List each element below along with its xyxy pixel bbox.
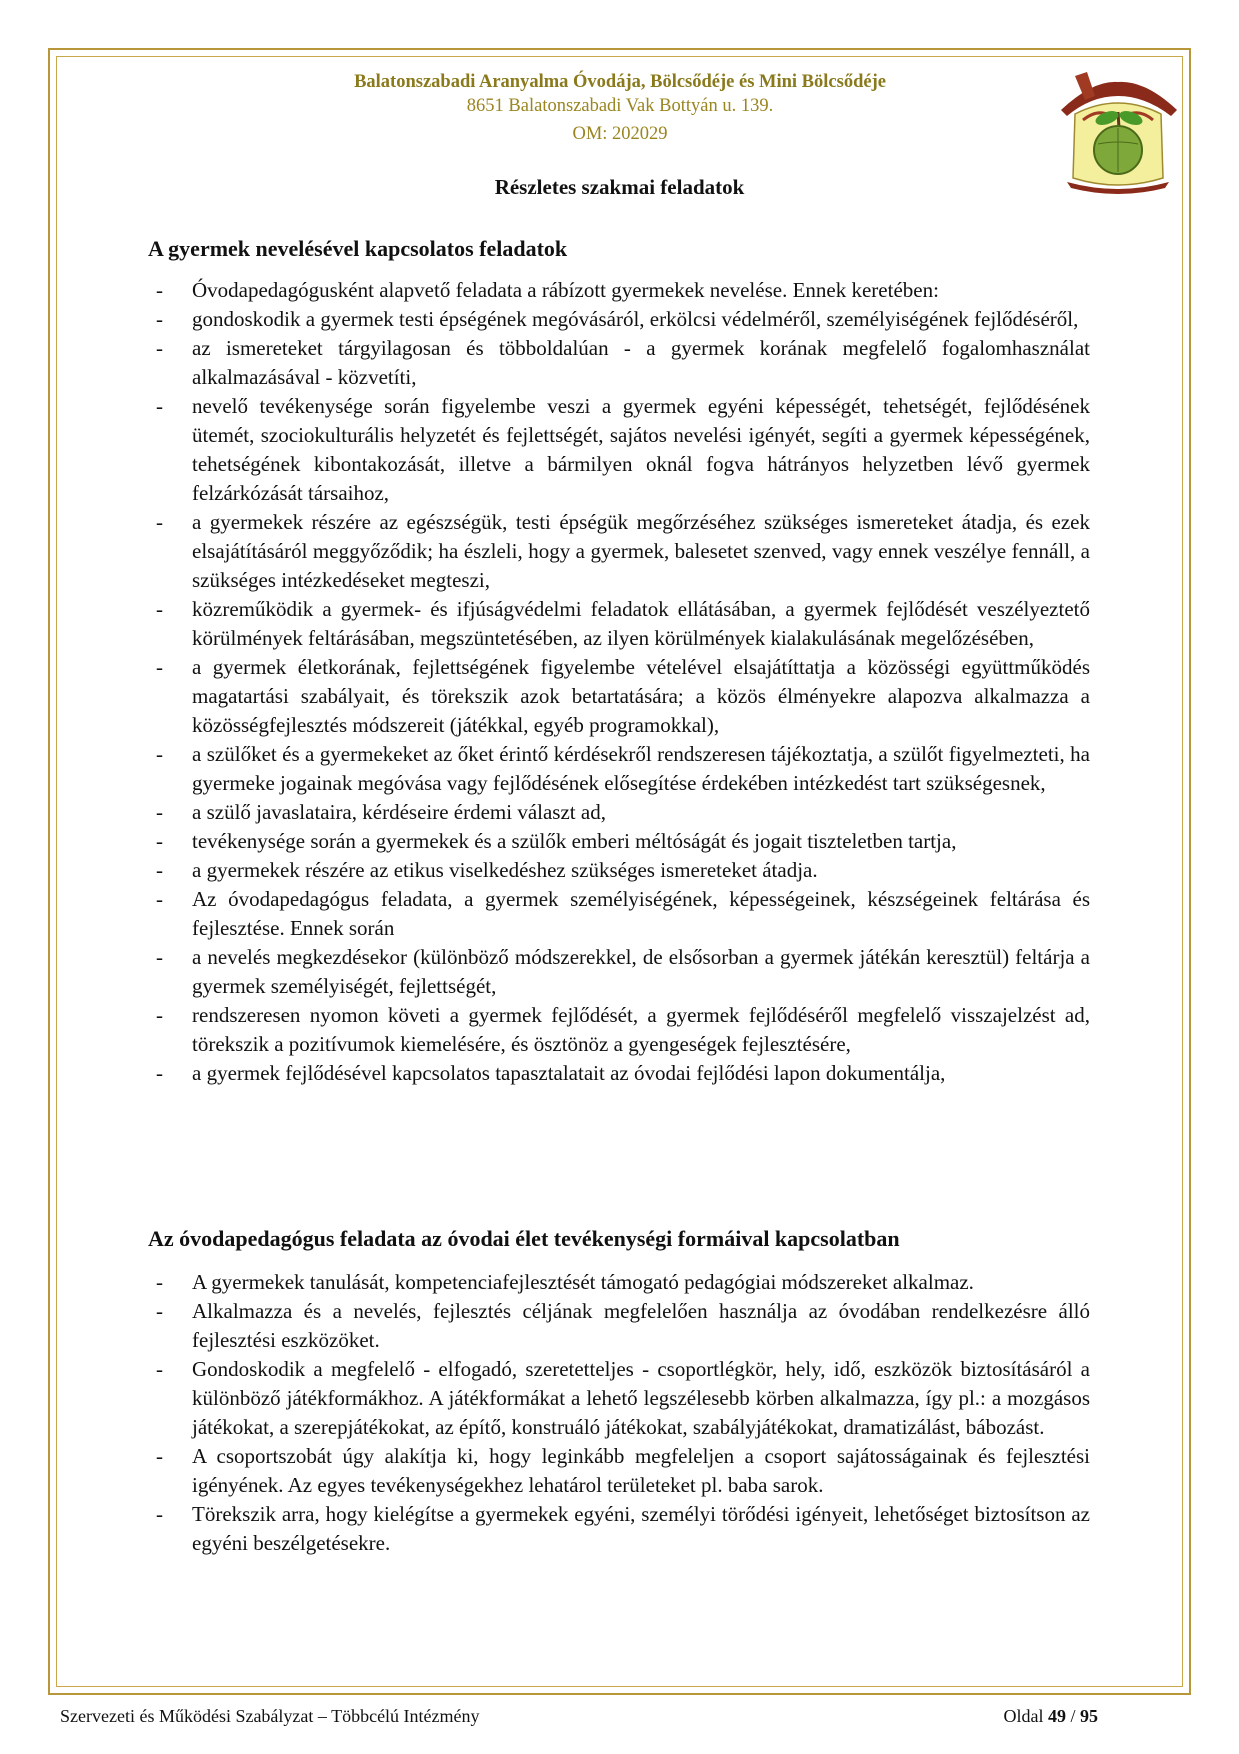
footer-page-number xyxy=(1003,1706,1098,1727)
list-item xyxy=(148,740,1090,798)
page-current: 49 xyxy=(1047,1706,1066,1726)
list-item xyxy=(148,885,1090,943)
institution-om: OM: 202029 xyxy=(572,124,668,144)
footer-document-title: Szervezeti és Működési Szabályzat – Többcélú Intézmény xyxy=(60,1706,480,1726)
list-item xyxy=(148,1059,1090,1088)
bullet-dash: - xyxy=(156,597,163,621)
section-1-list xyxy=(148,276,1090,1088)
list-item xyxy=(148,595,1090,653)
list-item-text: Az óvodapedagógus feladata, a gyermek személyiségének, képességeinek, készségeinek feltárása és fejlesztése. Ennek során xyxy=(192,887,1090,940)
list-item xyxy=(148,1001,1090,1059)
bullet-dash: - xyxy=(156,510,163,534)
bullet-dash: - xyxy=(156,945,163,969)
bullet-dash: - xyxy=(156,1444,163,1468)
institution-address: 8651 Balatonszabadi Vak Bottyán u. 139. xyxy=(466,96,774,116)
bullet-dash: - xyxy=(156,1502,163,1526)
list-item-text: nevelő tevékenysége során figyelembe veszi a gyermek egyéni képességét, tehetségét, fejlődésének ütemét, szociokulturális helyzetét és fejlettségét, sajátos nevelési igényét, segíti a gyermek képességének, tehetségének kibontakozását, illetve a bármilyen oknál fogva hátrányos helyzetben lévő gyermek felzárkózását társaihoz, xyxy=(192,394,1090,505)
list-item-text: a gyermekek részére az etikus viselkedéshez szükséges ismereteket átadja. xyxy=(192,858,818,882)
list-item-text: A gyermekek tanulását, kompetenciafejlesztését támogató pedagógiai módszereket alkalmaz. xyxy=(192,1270,974,1294)
list-item-text: a nevelés megkezdésekor (különböző módszerekkel, de elsősorban a gyermek játékán keresztül) feltárja a gyermek személyiségét, fejlettségét, xyxy=(192,945,1090,998)
section-heading-2: Az óvodapedagógus feladata az óvodai élet tevékenységi formáival kapcsolatban xyxy=(148,1226,900,1251)
list-item-text: a szülő javaslataira, kérdéseire érdemi választ ad, xyxy=(192,800,606,824)
list-item xyxy=(148,1355,1090,1442)
list-item xyxy=(148,305,1090,334)
list-item-text: tevékenysége során a gyermekek és a szülők emberi méltóságát és jogait tiszteletben tartja, xyxy=(192,829,957,853)
list-item xyxy=(148,1297,1090,1355)
list-item-text: Óvodapedagógusként alapvető feladata a rábízott gyermekek nevelése. Ennek keretében: xyxy=(192,278,939,302)
bullet-dash: - xyxy=(156,655,163,679)
bullet-dash: - xyxy=(156,394,163,418)
list-item xyxy=(148,798,1090,827)
bullet-dash: - xyxy=(156,858,163,882)
list-item xyxy=(148,1268,1090,1297)
page-total: 95 xyxy=(1080,1706,1098,1726)
bullet-dash: - xyxy=(156,1357,163,1381)
section-2-list xyxy=(148,1268,1090,1558)
page-separator: / xyxy=(1070,1706,1076,1726)
list-item-text: gondoskodik a gyermek testi épségének megóvásáról, erkölcsi védelméről, személyiségének fejlődéséről, xyxy=(192,307,1079,331)
list-item xyxy=(148,653,1090,740)
list-item xyxy=(148,943,1090,1001)
list-item xyxy=(148,276,1090,305)
institution-name: Balatonszabadi Aranyalma Óvodája, Bölcsődéje és Mini Bölcsődéje xyxy=(354,72,886,92)
bullet-dash: - xyxy=(156,887,163,911)
bullet-dash: - xyxy=(156,1003,163,1027)
list-item-text: Törekszik arra, hogy kielégítse a gyermekek egyéni, személyi törődési igényeit, lehetőséget biztosítson az egyéni beszélgetésekre. xyxy=(192,1502,1090,1555)
list-item-text: Alkalmazza és a nevelés, fejlesztés céljának megfelelően használja az óvodában rendelkezésre álló fejlesztési eszközöket. xyxy=(192,1299,1090,1352)
list-item xyxy=(148,392,1090,508)
bullet-dash: - xyxy=(156,1299,163,1323)
bullet-dash: - xyxy=(156,829,163,853)
bullet-dash: - xyxy=(156,307,163,331)
bullet-dash: - xyxy=(156,800,163,824)
list-item xyxy=(148,856,1090,885)
bullet-dash: - xyxy=(156,336,163,360)
list-item-text: az ismereteket tárgyilagosan és többoldalúan - a gyermek korának megfelelő fogalomhasználat alkalmazásával - közvetíti, xyxy=(192,336,1090,389)
list-item-text: rendszeresen nyomon követi a gyermek fejlődését, a gyermek fejlődéséről megfelelő visszajelzést ad, törekszik a pozitívumok kiemelésére, és ösztönöz a gyengeségek fejlesztésére, xyxy=(192,1003,1090,1056)
bullet-dash: - xyxy=(156,1270,163,1294)
list-item xyxy=(148,827,1090,856)
list-item xyxy=(148,508,1090,595)
list-item-text: a gyermek életkorának, fejlettségének figyelembe vételével elsajátíttatja a közösségi együttműködés magatartási szabályait, és törekszik azok betartatására; a közös élményekre alapozva alkalmazza a közösségfejlesztés módszereit (játékkal, egyéb programokkal), xyxy=(192,655,1090,737)
list-item-text: A csoportszobát úgy alakítja ki, hogy leginkább megfeleljen a csoport sajátosságainak és fejlesztési igényének. Az egyes tevékenységekhez lehatárol területeket pl. baba sarok. xyxy=(192,1444,1090,1497)
section-heading-1: A gyermek nevelésével kapcsolatos feladatok xyxy=(148,236,568,261)
list-item-text: a gyermek fejlődésével kapcsolatos tapasztalatait az óvodai fejlődési lapon dokumentálja, xyxy=(192,1061,946,1085)
list-item-text: Gondoskodik a megfelelő - elfogadó, szeretetteljes - csoportlégkör, hely, idő, eszközök biztosításáról a különböző játékformákhoz. A játékformákat a lehető legszélesebb körben alkalmazza, így pl.: a mozgásos játékokat, a szerepjátékokat, az építő, konstruáló játékokat, szabályjátékokat, dramatizálást, bábozást. xyxy=(192,1357,1090,1439)
list-item xyxy=(148,1442,1090,1500)
letterhead xyxy=(150,70,1090,146)
list-item-text: a gyermekek részére az egészségük, testi épségük megőrzéséhez szükséges ismereteket átadja, és ezek elsajátításáról meggyőződik; ha észleli, hogy a gyermek, balesetet szenved, vagy ennek veszélye fennáll, a szükséges intézkedéseket megteszi, xyxy=(192,510,1090,592)
bullet-dash: - xyxy=(156,742,163,766)
page-label: Oldal xyxy=(1003,1706,1044,1726)
list-item-text: a szülőket és a gyermekeket az őket érintő kérdésekről rendszeresen tájékoztatja, a szülőt figyelmezteti, ha gyermeke jogainak megóvása vagy fejlődésének elősegítése érdekében intézkedést tart szükségesnek, xyxy=(192,742,1090,795)
bullet-dash: - xyxy=(156,1061,163,1085)
bullet-dash: - xyxy=(156,278,163,302)
list-item xyxy=(148,334,1090,392)
list-item-text: közreműködik a gyermek- és ifjúságvédelmi feladatok ellátásában, a gyermek fejlődését veszélyeztető körülmények feltárásában, megszüntetésében, az ilyen körülmények kialakulásának megelőzésében, xyxy=(192,597,1090,650)
page-title: Részletes szakmai feladatok xyxy=(494,175,745,199)
list-item xyxy=(148,1500,1090,1558)
